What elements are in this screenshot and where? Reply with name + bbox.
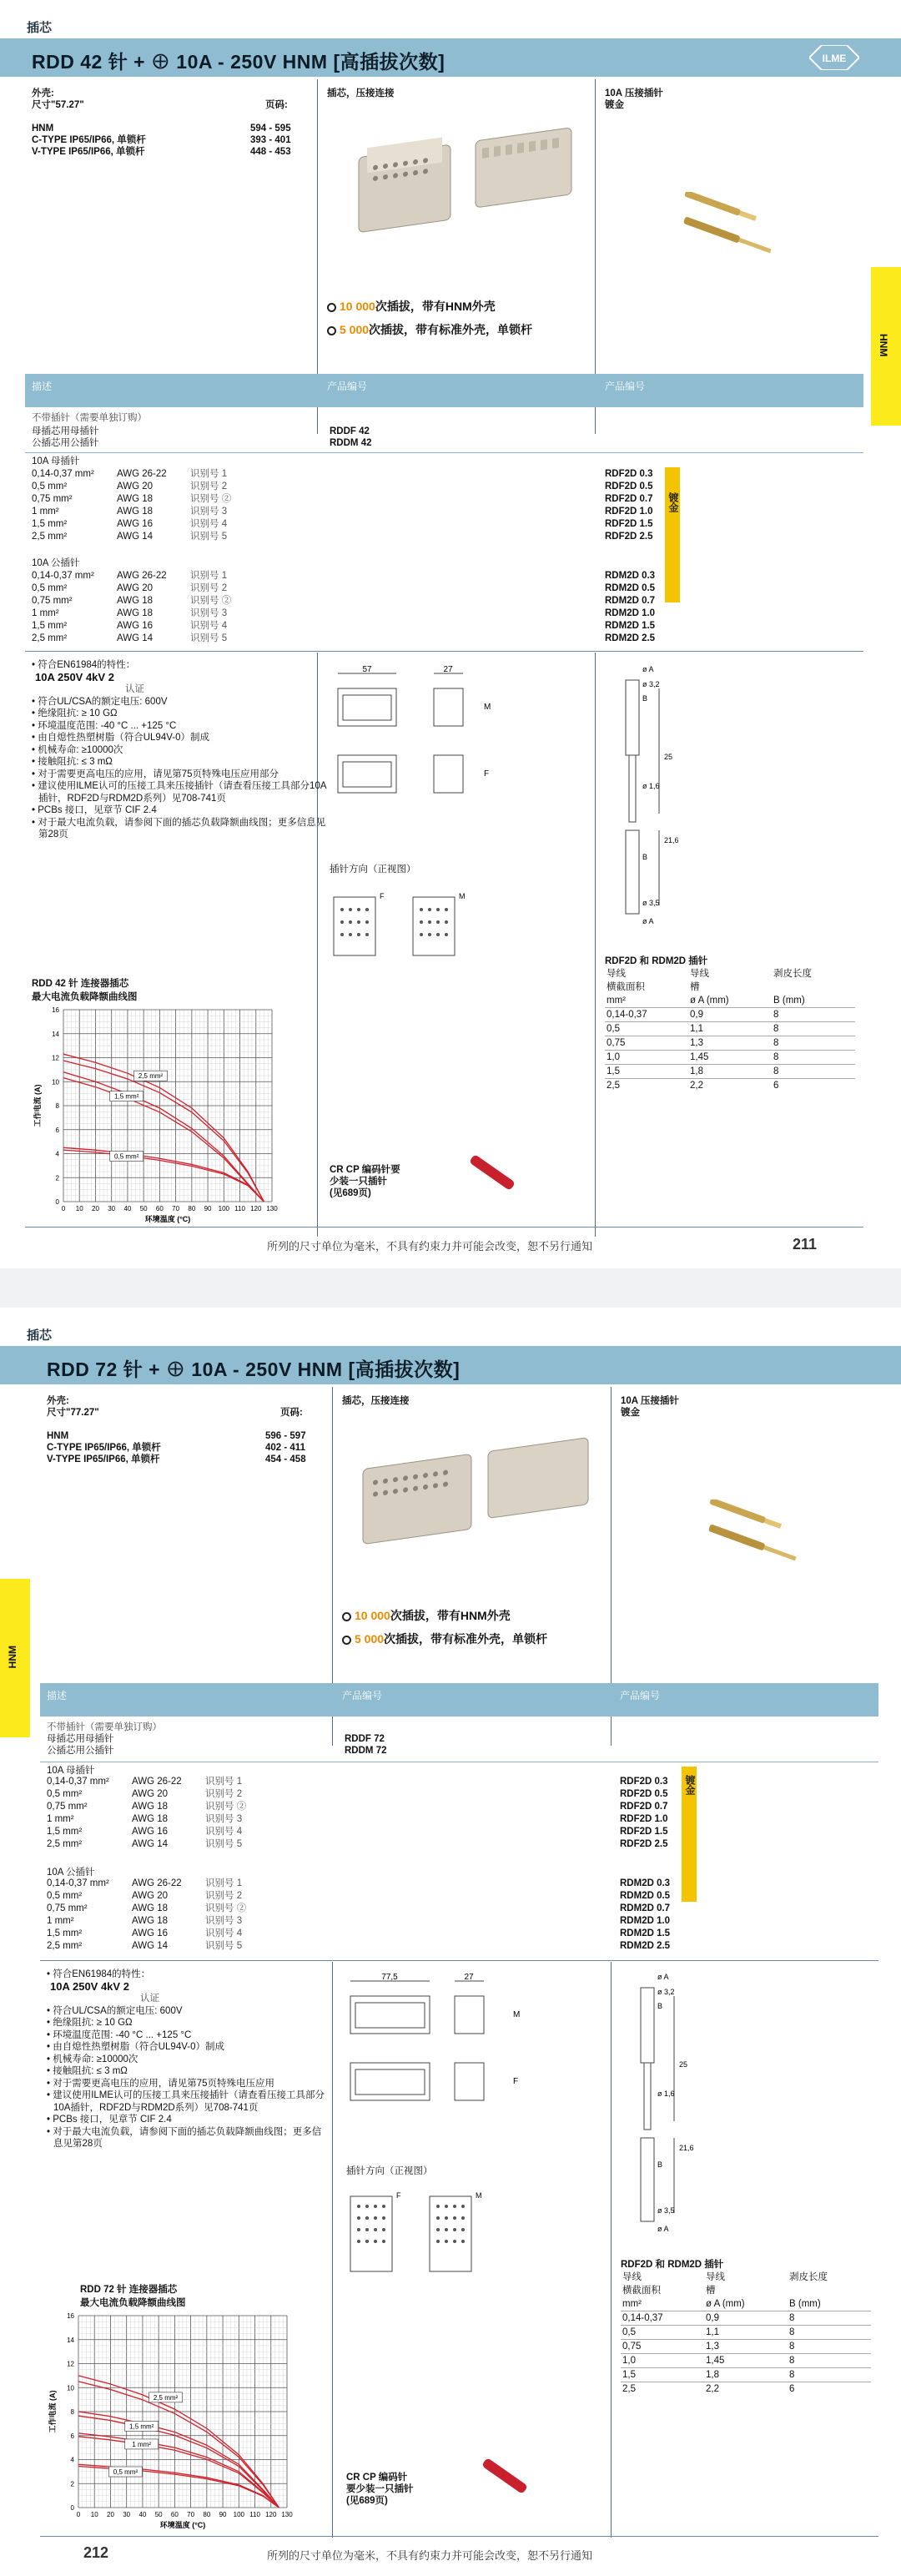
derating-chart: RDD 72 针 连接器插芯 最大电流负载降额曲线图 0 10 20 30 40 50 60 70 80 90 100 110 120 130 0 2 4 6 8 10 12 14 16 环境温度 (°C) 工作电流 (A) 2,5 mm² 1,5 mm² 1 mm² 0,5 mm² [47,2282,297,2547]
features-list [32,659,332,841]
feature-item: • 由自熄性热塑树脂（符合UL94V-0）制成 [47,2042,224,2052]
female-title: 10A 母插针 [32,456,80,466]
pin-dim-label: 21,6 [664,836,679,844]
svg-text:F: F [396,2191,401,2200]
housing-list [32,123,315,158]
housing-label: 外壳: [32,88,54,98]
y-tick-label: 8 [55,1102,59,1110]
order-note: 不带插针（需要单独订购） [47,1722,162,1732]
x-tick-label: 10 [90,2511,98,2518]
rdtab-head: mm² ø A (mm) B (mm) [622,2299,821,2309]
y-tick-label: 12 [67,2360,74,2368]
footer-note: 所列的尺寸单位为毫米，不具有约束力并可能会改变，恕不另行通知 [267,2549,593,2562]
order-note: 不带插针（需要单独订购） [32,413,147,423]
feature-item: • 符合UL/CSA的额定电压: 600V [32,696,168,707]
feature-item: • 建议使用ILME认可的压接工具来压接插针（请查看压接工具部分10A插针，RDF2D与RDM2D系列）见708-741页 [47,2090,325,2113]
feature-item: • 符合EN61984的特性： [32,660,136,670]
pin-dim-label: ø A [642,917,654,925]
y-tick-label: 4 [70,2456,74,2464]
pin-dimension-drawing [624,1971,724,2238]
catalog-page-212: 插芯 RDD 72 针 + ⊕ 10A - 250V HNM [高插拔次数] 外壳: 尺寸"77.27" 页码: HNM 596 - 597 C-TYPE IP65/IP66, 单锁杆 402 - 411 V-TYPE IP65/IP66, 单锁杆 454 - 458 插芯，压接连接 10A 压接插针 镀金 10 000次插拔，带有HNM外壳 5 000次插拔，带有标准外壳，单锁杆 HNM 描述 产品编号 产品编号 不带插针（需要单独订购） 母插芯用母插针 RDDF 72 公插芯用公插针 RDDM 72 10A 母插针 0,14-0,37 mm² AWG 26-22 识别号 1 RDF2D 0.3 0,5 mm² AWG 20 识别号 2 RDF2D 0.5 0,75 mm² AWG 18 识别号 ② RDF2D 0.7 1 mm² AWG 18 识别号 3 RDF2D 1.0 1,5 mm² AWG 16 识别号 4 RDF2D 1.5 2,5 mm² AWG 14 识别号 5 RDF2D 2.5 10A 公插针 0,14-0,37 mm² AWG 26-22 识别号 1 RDM2D 0.3 0,5 mm² AWG 20 识别号 2 RDM2D 0.5 0,75 mm² AWG 18 识别号 ② RDM2D 0.7 1 mm² AWG 18 识别号 3 RDM2D 1.0 1,5 mm² AWG 16 识别号 4 RDM2D 1.5 2,5 mm² AWG 14 识别号 5 RDM2D 2.5 镀金 • 符合EN61984的特性： 10A 250V 4kV 2 认证 • 符合UL/CSA的额定电压: 600V • 绝缘阻抗: ≥ 10 GΩ • 环境温度范围: -40 °C ... +125 °C • 由自熄性热塑树脂（符合UL94V-0）制成 • 机械寿命: ≥10000次 • 接触阻抗: ≤ 3 mΩ • 对于需要更高电压的应用，请见第75页特殊电压应用 • 建议使用ILME认可的压接工具来压接插针（请查看压接工具部分10A插针，RDF2D与RDM2D系列）见708-741页 • PCBs 接口，见章节 CIF 2.4 • 对于最大电流负载，请参阅下面的插芯负载降额曲线图；更多信息见第28页 77,5 27 M F 插针方向（正视图） F M ø A ø 3,2 B 25 ø 1,6 21,6 B ø 3,5 ø A RDD 72 针 连接器插芯 最大电流负载降额曲线图 0 10 20 30 40 50 60 70 80 90 100 110 120 130 0 2 4 6 8 10 12 14 16 环境温度 (°C) 工作电流 (A) 2,5 mm² 1,5 mm² 1 mm² 0,5 mm² CR CP 编码针 要少装一只插针 (见689页) RDF2D 和 RDM2D 插针 导线 导线 剥皮长度 横截面积 槽 mm² ø A (mm) B (mm) 0,14-0,37 0,9 8 0,5 1,1 8 0,75 1,3 8 1,0 1,45 8 1,5 1,8 8 2,5 2,2 6 212 所列的尺寸单位为毫米，不具有约束力并可能会改变，恕不另行通知 [0,1308,901,2576]
y-tick-label: 14 [52,1030,59,1038]
y-tick-label: 16 [67,2312,74,2320]
pin-dimension-drawing [609,663,709,930]
x-tick-label: 120 [250,1205,262,1212]
y-tick-label: 6 [70,2432,74,2440]
table-header: 描述 产品编号 产品编号 [25,374,863,407]
svg-text:27: 27 [464,1973,474,1982]
series-label: 0,5 mm² [113,2468,138,2476]
y-tick-label: 4 [55,1150,59,1158]
feature-item: • 绝缘阻抗: ≥ 10 GΩ [32,708,118,718]
pin-dim-label: B [642,853,648,861]
dim-width: 57 [362,665,372,674]
title-bar [0,38,901,77]
side-tab-hnm[interactable]: HNM [871,267,901,426]
x-tick-label: 80 [188,1205,196,1212]
insert-label: 插芯，压接连接 [327,88,395,98]
x-tick-label: 10 [75,1205,83,1212]
features-list [47,1969,326,2150]
series-label: 1,5 mm² [114,1092,139,1101]
y-tick-label: 2 [55,1174,59,1182]
housing-block: 外壳: 尺寸"77.27" 页码: HNM 596 - 597 C-TYPE IP65/IP66, 单锁杆 402 - 411 V-TYPE IP65/IP66, 单锁杆 454 - 458 [47,1395,322,1465]
pin-dim-label: ø 3,2 [657,1988,675,1996]
pin-dim-label: ø 1,6 [657,2090,675,2098]
male-title: 10A 公插针 [47,1868,95,1878]
label-male: M [484,703,491,712]
x-tick-label: 40 [123,1205,132,1212]
housing-block [32,88,315,158]
mating-cycles-standard: 5 000次插拔，带有标准外壳，单锁杆 [342,1633,547,1645]
pin-dim-label: B [657,2160,663,2169]
catalog-page-211: 插芯 RDD 42 针 + ⊕ 10A - 250V HNM [高插拔次数] ILME 外壳: 尺寸"57.27" 页码: HNM 594 - 595 C-TYPE IP65/IP66, 单锁杆 393 - 401 V-TYPE IP65/IP66, 单锁杆 448 - 453 插芯，压接连接 10A 压接插针 镀金 10 000次插拔，带有HNM外壳 5 000次插拔，带有标准外壳，单锁杆 HNM 描述 产品编号 产品编号 不带插针（需要单独订购） 母插芯用母插针 RDDF 42 公插芯用公插针 RDDM 42 10A 母插针 0,14-0,37 mm² AWG 26-22 识别号 1 RDF2D 0.3 0,5 mm² AWG 20 识别号 2 RDF2D 0.5 0,75 mm² AWG 18 识别号 ② RDF2D 0.7 1 mm² AWG 18 识别号 3 RDF2D 1.0 1,5 mm² AWG 16 识别号 4 RDF2D 1.5 2,5 mm² AWG 14 识别号 5 RDF2D 2.5 10A 公插针 0,14-0,37 mm² AWG 26-22 识别号 1 RDM2D 0.3 0,5 mm² AWG 20 识别号 2 RDM2D 0.5 0,75 mm² AWG 18 识别号 ② RDM2D 0.7 1 mm² AWG 18 识别号 3 RDM2D 1.0 1,5 mm² AWG 16 识别号 4 RDM2D 1.5 2,5 mm² AWG 14 识别号 5 RDM2D 2.5 镀金 • 符合EN61984的特性： 10A 250V 4kV 2 认证 • 符合UL/CSA的额定电压: 600V • 绝缘阻抗: ≥ 10 GΩ • 环境温度范围: -40 °C ... +125 °C • 由自熄性热塑树脂（符合UL94V-0）制成 • 机械寿命: ≥10000次 • 接触阻抗: ≤ 3 mΩ • 对于需要更高电压的应用，请见第75页特殊电压应用部分 • 建议使用ILME认可的压接工具来压接插针（请查看压接工具部分10A插针，RDF2D与RDM2D系列）见708-741页 • PCBs 接口，见章节 CIF 2.4 • 对于最大电流负载，请参阅下面的插芯负载降额曲线图；更多信息见第28页 57 27 M F 插针方向（正视图） F M ø A ø 3,2 B 25 ø 1,6 21,6 B ø 3,5 ø A RDD 42 针 连接器插芯 最大电流负载降额曲线图 0 10 20 30 40 50 60 70 80 90 100 110 120 130 0 2 4 6 8 10 12 14 16 环境温度 (°C) 工作电流 (A) 2,5 mm² 1,5 mm² 0,5 mm² CR CP 编码针要 少装一只插针 (见689页) RDF2D 和 RDM2D 插针 导线 导线 剥皮长度 横截面积 槽 mm² ø A (mm) B (mm) 0,14-0,37 0,9 8 0,5 1,1 8 0,75 1,3 8 1,0 1,45 8 1,5 1,8 8 2,5 2,2 6 所列的尺寸单位为毫米，不具有约束力并可能会改变，恕不另行通知 211 [0,0,901,1268]
feature-item: • 对于最大电流负载，请参阅下面的插芯负载降额曲线图；更多信息见第28页 [47,2126,322,2149]
housing-item: V-TYPE IP65/IP66, 单锁杆 448 - 453 [32,147,291,157]
pin-dim-label: 25 [679,2060,688,2069]
x-tick-label: 40 [138,2511,147,2518]
feature-item: • 环境温度范围: -40 °C ... +125 °C [47,2029,192,2040]
x-tick-label: 20 [92,1205,99,1212]
x-tick-label: 70 [172,1205,180,1212]
pin-dim-label: B [642,694,648,703]
feature-item: • 机械寿命: ≥10000次 [32,744,123,755]
series-label: 1,5 mm² [129,2422,154,2431]
svg-text:F: F [513,2077,519,2086]
insert-label: 插芯，压接连接 [342,1396,410,1406]
feature-item: • 接触阻抗: ≤ 3 mΩ [32,757,113,767]
pin-dim-label: ø A [657,1973,669,1981]
feature-item: • PCBs 接口，见章节 CIF 2.4 [32,805,157,815]
pin-layout-drawing [346,2188,513,2280]
housing-item: HNM 596 - 597 [47,1431,306,1441]
crimp-contacts-photo [692,1500,826,1575]
coding-pin-photo [476,2451,534,2501]
gold-plated-bar: 镀金 [682,1767,697,1902]
x-tick-label: 50 [139,1205,148,1212]
feature-item: • 接触阻抗: ≤ 3 mΩ [47,2066,128,2076]
magnifier-icon [327,326,336,335]
rdtab-row: 0,75 1,3 8 [621,2340,871,2354]
coding-pin-photo [463,1147,521,1197]
rdtab-row: 1,5 1,8 8 [621,2368,871,2382]
rdtab-row: 0,75 1,3 8 [605,1036,855,1051]
pin-dim-label: ø 3,5 [642,899,660,907]
pin-dim-label: ø 1,6 [642,782,660,790]
pin-view-label: 插针方向（正视图） [346,2166,433,2176]
y-tick-label: 14 [67,2336,74,2344]
y-tick-label: 2 [70,2480,74,2488]
title-bar [0,1346,901,1384]
category-label: 插芯 [27,1328,53,1343]
x-tick-label: 70 [187,2511,195,2518]
contact-label: 10A 压接插针 镀金 [605,88,663,110]
x-tick-label: 0 [76,2511,81,2518]
dimension-drawing [346,1971,546,2117]
feature-item: • 绝缘阻抗: ≥ 10 GΩ [47,2018,133,2028]
insert-photo [350,108,584,275]
rdtab-row: 2,5 2,2 6 [605,1079,855,1093]
x-tick-label: 50 [154,2511,163,2518]
insert-photo [355,1420,596,1587]
svg-text:M: M [476,2191,482,2200]
x-tick-label: 80 [203,2511,211,2518]
x-tick-label: 120 [265,2511,277,2518]
y-tick-label: 0 [70,2504,74,2512]
housing-item: C-TYPE IP65/IP66, 单锁杆 393 - 401 [32,135,291,145]
x-tick-label: 130 [281,2511,293,2518]
derating-chart-svg [32,1003,282,1237]
y-tick-label: 10 [67,2384,74,2392]
svg-text:ILME: ILME [822,53,847,64]
rdf-rdm-table: RDF2D 和 RDM2D 插针 导线 导线 剥皮长度 横截面积 槽 mm² ø A (mm) B (mm) 0,14-0,37 0,9 8 0,5 1,1 8 0,75 1,3 8 1,0 1,45 8 1,5 1,8 8 2,5 2,2 6 [621,2259,871,2396]
feature-item: 认证 [125,684,144,694]
mating-cycles-hnm: 10 000次插拔，带有HNM外壳 [327,300,496,312]
pin-dim-label: ø 3,2 [642,680,660,688]
footer-note: 所列的尺寸单位为毫米，不具有约束力并可能会改变，恕不另行通知 [267,1240,593,1253]
x-tick-label: 90 [219,2511,227,2518]
label-female: F [484,769,490,779]
pin-dim-label: B [657,2002,663,2010]
rdtab-row: 0,14-0,37 0,9 8 [621,2311,871,2326]
x-tick-label: 110 [234,1205,245,1212]
series-label: 0,5 mm² [114,1152,139,1161]
housing-item: C-TYPE IP65/IP66, 单锁杆 402 - 411 [47,1443,305,1453]
rdtab-row: 0,5 1,1 8 [605,1022,855,1036]
pin-dim-label: ø A [657,2225,669,2233]
gold-plated-bar: 镀金 [665,467,680,602]
rdf-rdm-table: RDF2D 和 RDM2D 插针 导线 导线 剥皮长度 横截面积 槽 mm² ø A (mm) B (mm) 0,14-0,37 0,9 8 0,5 1,1 8 0,75 1,3 8 1,0 1,45 8 1,5 1,8 8 2,5 2,2 6 [605,955,855,1092]
feature-item: • 符合EN61984的特性： [47,1969,151,1979]
rdtab-head: 导线 导线 剥皮长度 [622,2272,828,2282]
pin-dim-label: ø 3,5 [657,2206,675,2215]
feature-item: • 对于需要更高电压的应用，请见第75页特殊电压应用部分 [32,769,279,779]
category-label: 插芯 [27,21,53,35]
page-title: RDD 72 针 + ⊕ 10A - 250V HNM [高插拔次数] [47,1359,461,1380]
mating-cycles-standard: 5 000次插拔，带有标准外壳，单锁杆 [327,324,532,335]
pin-layout-drawing [330,889,496,964]
feature-item: 10A 250V 4kV 2 [35,670,114,683]
dim-depth: 27 [443,665,453,674]
x-axis-label: 环境温度 (°C) [159,2521,206,2529]
housing-list [47,1430,322,1465]
page-number: 212 [83,2544,109,2561]
series-label: 2,5 mm² [153,2393,179,2402]
page-number: 211 [793,1236,818,1253]
x-tick-label: 60 [170,2511,179,2518]
rdtab-row: 1,0 1,45 8 [605,1051,855,1065]
y-tick-label: 0 [55,1198,59,1206]
x-axis-label: 环境温度 (°C) [144,1215,191,1223]
svg-text:77,5: 77,5 [381,1973,398,1982]
dimension-drawing [330,663,521,805]
svg-text:M: M [513,2010,521,2019]
x-tick-label: 110 [249,2511,260,2518]
rdtab-row: 2,5 2,2 6 [621,2382,871,2397]
x-tick-label: 60 [155,1205,164,1212]
svg-text:F: F [380,892,385,900]
pin-view-label: 插针方向（正视图） [330,865,416,875]
page-title: RDD 42 针 + ⊕ 10A - 250V HNM [高插拔次数] [32,51,445,73]
feature-item: • 对于需要更高电压的应用，请见第75页特殊电压应用 [47,2078,275,2089]
feature-item: • 由自熄性热塑树脂（符合UL94V-0）制成 [32,733,209,743]
pin-dim-label: ø A [642,665,654,673]
mating-cycles-hnm: 10 000次插拔，带有HNM外壳 [342,1610,511,1621]
crimp-contacts-photo [667,192,801,267]
rdtab-head: mm² ø A (mm) B (mm) [607,996,805,1006]
feature-item: 10A 250V 4kV 2 [50,1979,129,1993]
ilme-logo-icon [809,45,859,70]
magnifier-icon [342,1636,351,1645]
magnifier-icon [342,1612,351,1621]
side-tab-hnm[interactable]: HNM [0,1579,30,1737]
y-tick-label: 16 [52,1006,59,1014]
rdtab-head: 横截面积 槽 [607,982,700,992]
housing-item: HNM 594 - 595 [32,124,291,134]
contact-label: 10A 压接插针 镀金 [621,1396,679,1418]
table-header: 描述 产品编号 产品编号 [40,1683,878,1716]
y-tick-label: 12 [52,1054,59,1062]
x-tick-label: 90 [204,1205,212,1212]
feature-item: • 环境温度范围: -40 °C ... +125 °C [32,720,177,731]
male-title: 10A 公插针 [32,558,80,568]
female-title: 10A 母插针 [47,1766,95,1776]
y-tick-label: 6 [55,1126,59,1134]
x-tick-label: 0 [61,1205,66,1212]
rdtab-head: 导线 导线 剥皮长度 [607,969,812,979]
x-tick-label: 30 [123,2511,131,2518]
feature-item: • 对于最大电流负载，请参阅下面的插芯负载降额曲线图；更多信息见第28页 [32,817,326,839]
feature-item: 认证 [140,1994,159,2004]
y-axis-label: 工作电流 (A) [33,1084,42,1127]
pages-label: 页码: [265,100,288,110]
feature-item: • 符合UL/CSA的额定电压: 600V [47,2005,183,2016]
x-tick-label: 30 [108,1205,116,1212]
rdtab-head: 横截面积 槽 [622,2286,716,2296]
x-tick-label: 130 [266,1205,278,1212]
pin-dim-label: 25 [664,753,673,761]
rdtab-row: 1,0 1,45 8 [621,2354,871,2368]
y-tick-label: 10 [52,1078,59,1086]
x-tick-label: 100 [218,1205,229,1212]
rdtab-row: 0,5 1,1 8 [621,2326,871,2340]
cr-cp-label: CR CP 编码针要 少装一只插针 (见689页) [330,1165,400,1198]
magnifier-icon [327,303,336,312]
housing-item: V-TYPE IP65/IP66, 单锁杆 454 - 458 [47,1454,306,1464]
pin-dim-label: 21,6 [679,2144,694,2152]
derating-chart-svg [47,2309,297,2543]
svg-text:M: M [459,892,466,900]
cr-cp-label: CR CP 编码针 要少装一只插针 (见689页) [346,2473,414,2506]
feature-item: • PCBs 接口，见章节 CIF 2.4 [47,2115,172,2125]
housing-size: 尺寸"57.27" [32,100,84,110]
derating-chart: RDD 42 针 连接器插芯 最大电流负载降额曲线图 0 10 20 30 40 50 60 70 80 90 100 110 120 130 0 2 4 6 8 10 12 14 16 环境温度 (°C) 工作电流 (A) 2,5 mm² 1,5 mm² 0,5 mm² [32,976,282,1241]
x-tick-label: 100 [233,2511,244,2518]
rdtab-row: 0,14-0,37 0,9 8 [605,1008,855,1022]
y-axis-label: 工作电流 (A) [48,2390,57,2433]
series-label: 1 mm² [132,2440,152,2448]
feature-item: • 建议使用ILME认可的压接工具来压接插针（请查看压接工具部分10A插针，RDF2D与RDM2D系列）见708-741页 [32,781,327,804]
feature-item: • 机械寿命: ≥10000次 [47,2054,138,2064]
rdtab-row: 1,5 1,8 8 [605,1065,855,1079]
x-tick-label: 20 [107,2511,114,2518]
y-tick-label: 8 [70,2408,74,2416]
series-label: 2,5 mm² [138,1072,164,1081]
